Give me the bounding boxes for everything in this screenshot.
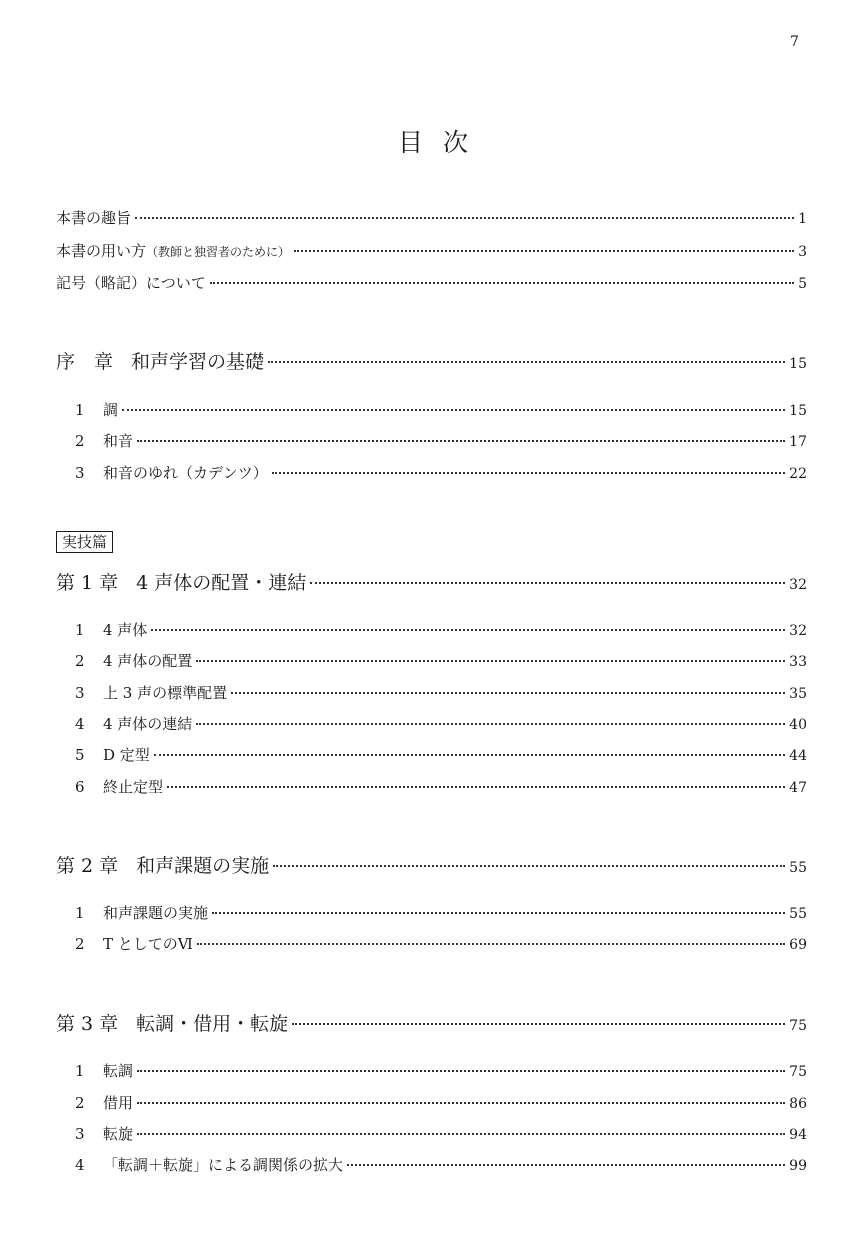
- dot-leader: [151, 629, 785, 631]
- toc-section-entry: [75, 714, 807, 735]
- toc-section-label: 4 4 声体の連結: [75, 715, 193, 733]
- toc-section-label: 2 T としてのⅥ: [75, 935, 193, 953]
- toc-section-label: 1 調: [75, 401, 119, 419]
- toc-entry-page: 40: [789, 717, 807, 733]
- section-number: 3: [75, 684, 85, 702]
- toc-section-entry: [75, 1061, 807, 1082]
- toc-entry-page: 3: [798, 244, 807, 260]
- toc-entry-page: 86: [789, 1096, 807, 1112]
- section-number: 1: [75, 904, 85, 922]
- toc-chapter-label: [56, 854, 269, 878]
- toc-section-label: 3 和音のゆれ（カデンツ）: [75, 464, 268, 482]
- chapter-title: 4 声体の配置・連結: [136, 572, 307, 594]
- dot-leader: [135, 217, 794, 219]
- section-number: 1: [75, 1062, 85, 1080]
- section-number: 2: [75, 432, 85, 450]
- section-number: 1: [75, 621, 85, 639]
- toc-entry-page: 17: [789, 434, 807, 450]
- toc-entry-page: 55: [789, 906, 807, 922]
- toc-entry-page: 75: [789, 1018, 807, 1034]
- toc-entry-page: 44: [789, 748, 807, 764]
- chapter-title: 転調・借用・転旋: [136, 1013, 289, 1035]
- dot-leader: [231, 692, 785, 694]
- section-number: 3: [75, 1125, 85, 1143]
- toc-chapter-label: [56, 350, 264, 374]
- toc-section-entry: [75, 745, 807, 766]
- toc-entry-label: 本書の趣旨: [56, 209, 132, 227]
- dot-leader: [137, 1133, 785, 1135]
- page-title: 目次: [397, 128, 488, 157]
- toc-section-entry: [75, 1093, 807, 1114]
- toc-entry-label: 記号（略記）について: [56, 274, 206, 292]
- toc-section-entry: [75, 431, 807, 452]
- toc-chapter-entry: [56, 1012, 807, 1038]
- toc-section-entry: [75, 620, 807, 641]
- toc-section-entry: [75, 1124, 807, 1145]
- toc-chapter-entry: [56, 571, 807, 597]
- dot-leader: [273, 865, 785, 867]
- toc-entry: [56, 208, 807, 229]
- section-number: 5: [75, 746, 85, 764]
- section-number: 2: [75, 652, 85, 670]
- dot-leader: [292, 1023, 785, 1025]
- chapter-number: 序 章: [56, 351, 114, 373]
- toc-section-label: 5 D 定型: [75, 746, 150, 764]
- toc-entry-page: 69: [789, 937, 807, 953]
- toc-entry-page: 32: [789, 577, 807, 593]
- toc-section-entry: [75, 400, 807, 421]
- toc-entry-label: 本書の用い方（教師と独習者のために）: [56, 242, 291, 260]
- toc-section-label: 2 和音: [75, 432, 134, 450]
- toc-entry-note: （教師と独習者のために）: [146, 245, 291, 259]
- toc-section-entry: [75, 463, 807, 484]
- toc-entry-page: 5: [798, 276, 807, 292]
- toc-entry-page: 99: [789, 1158, 807, 1174]
- dot-leader: [294, 250, 794, 252]
- dot-leader: [154, 754, 785, 756]
- toc-section-label: 3 転旋: [75, 1125, 134, 1143]
- section-number: 6: [75, 778, 85, 796]
- chapter-number: 第 3 章: [56, 1013, 119, 1035]
- toc-entry-page: 35: [789, 686, 807, 702]
- page-number: 7: [790, 34, 799, 50]
- chapter-number: 第 1 章: [56, 572, 119, 594]
- section-number: 3: [75, 464, 85, 482]
- toc-entry-page: 94: [789, 1127, 807, 1143]
- section-number: 2: [75, 935, 85, 953]
- toc-entry-page: 22: [789, 466, 807, 482]
- toc-entry-page: 15: [789, 356, 807, 372]
- toc-entry-page: 75: [789, 1064, 807, 1080]
- toc-entry-page: 32: [789, 623, 807, 639]
- chapter-title: 和声課題の実施: [136, 855, 270, 877]
- toc-section-entry: [75, 651, 807, 672]
- toc-section-entry: [75, 1155, 807, 1176]
- dot-leader: [197, 943, 785, 945]
- toc-entry-page: 55: [789, 860, 807, 876]
- toc-entry-page: 47: [789, 780, 807, 796]
- toc-chapter-entry: [56, 350, 807, 376]
- toc-entry: [56, 273, 807, 294]
- toc-section-label: 2 4 声体の配置: [75, 652, 193, 670]
- toc-chapter-label: [56, 1012, 288, 1036]
- toc-section-entry: [75, 903, 807, 924]
- dot-leader: [310, 582, 785, 584]
- section-number: 4: [75, 715, 85, 733]
- dot-leader: [137, 440, 785, 442]
- toc-section-entry: [75, 777, 807, 798]
- toc-section-label: 2 借用: [75, 1094, 134, 1112]
- chapter-number: 第 2 章: [56, 855, 119, 877]
- toc-entry-page: 1: [798, 211, 807, 227]
- dot-leader: [272, 472, 785, 474]
- toc-section-label: 1 4 声体: [75, 621, 148, 639]
- dot-leader: [122, 409, 785, 411]
- dot-leader: [137, 1102, 785, 1104]
- toc-entry: [56, 241, 807, 262]
- dot-leader: [268, 361, 785, 363]
- toc-entry-page: 33: [789, 654, 807, 670]
- dot-leader: [137, 1070, 785, 1072]
- chapter-title: 和声学習の基礎: [131, 351, 265, 373]
- toc-section-label: 6 終止定型: [75, 778, 164, 796]
- dot-leader: [212, 912, 785, 914]
- toc-section-label: 1 和声課題の実施: [75, 904, 209, 922]
- dot-leader: [347, 1164, 785, 1166]
- dot-leader: [210, 282, 794, 284]
- toc-entry-page: 15: [789, 403, 807, 419]
- toc-section-entry: [75, 934, 807, 955]
- toc-section-label: 1 転調: [75, 1062, 134, 1080]
- dot-leader: [167, 786, 785, 788]
- toc-chapter-entry: [56, 854, 807, 880]
- toc-section-label: 4 「転調＋転旋」による調関係の拡大: [75, 1156, 344, 1174]
- section-number: 4: [75, 1156, 85, 1174]
- dot-leader: [196, 723, 785, 725]
- toc-section-label: 3 上 3 声の標準配置: [75, 684, 228, 702]
- dot-leader: [196, 660, 785, 662]
- toc-section-entry: [75, 683, 807, 704]
- part-label-box: 実技篇: [56, 531, 113, 553]
- section-number: 1: [75, 401, 85, 419]
- toc-chapter-label: [56, 571, 306, 595]
- section-number: 2: [75, 1094, 85, 1112]
